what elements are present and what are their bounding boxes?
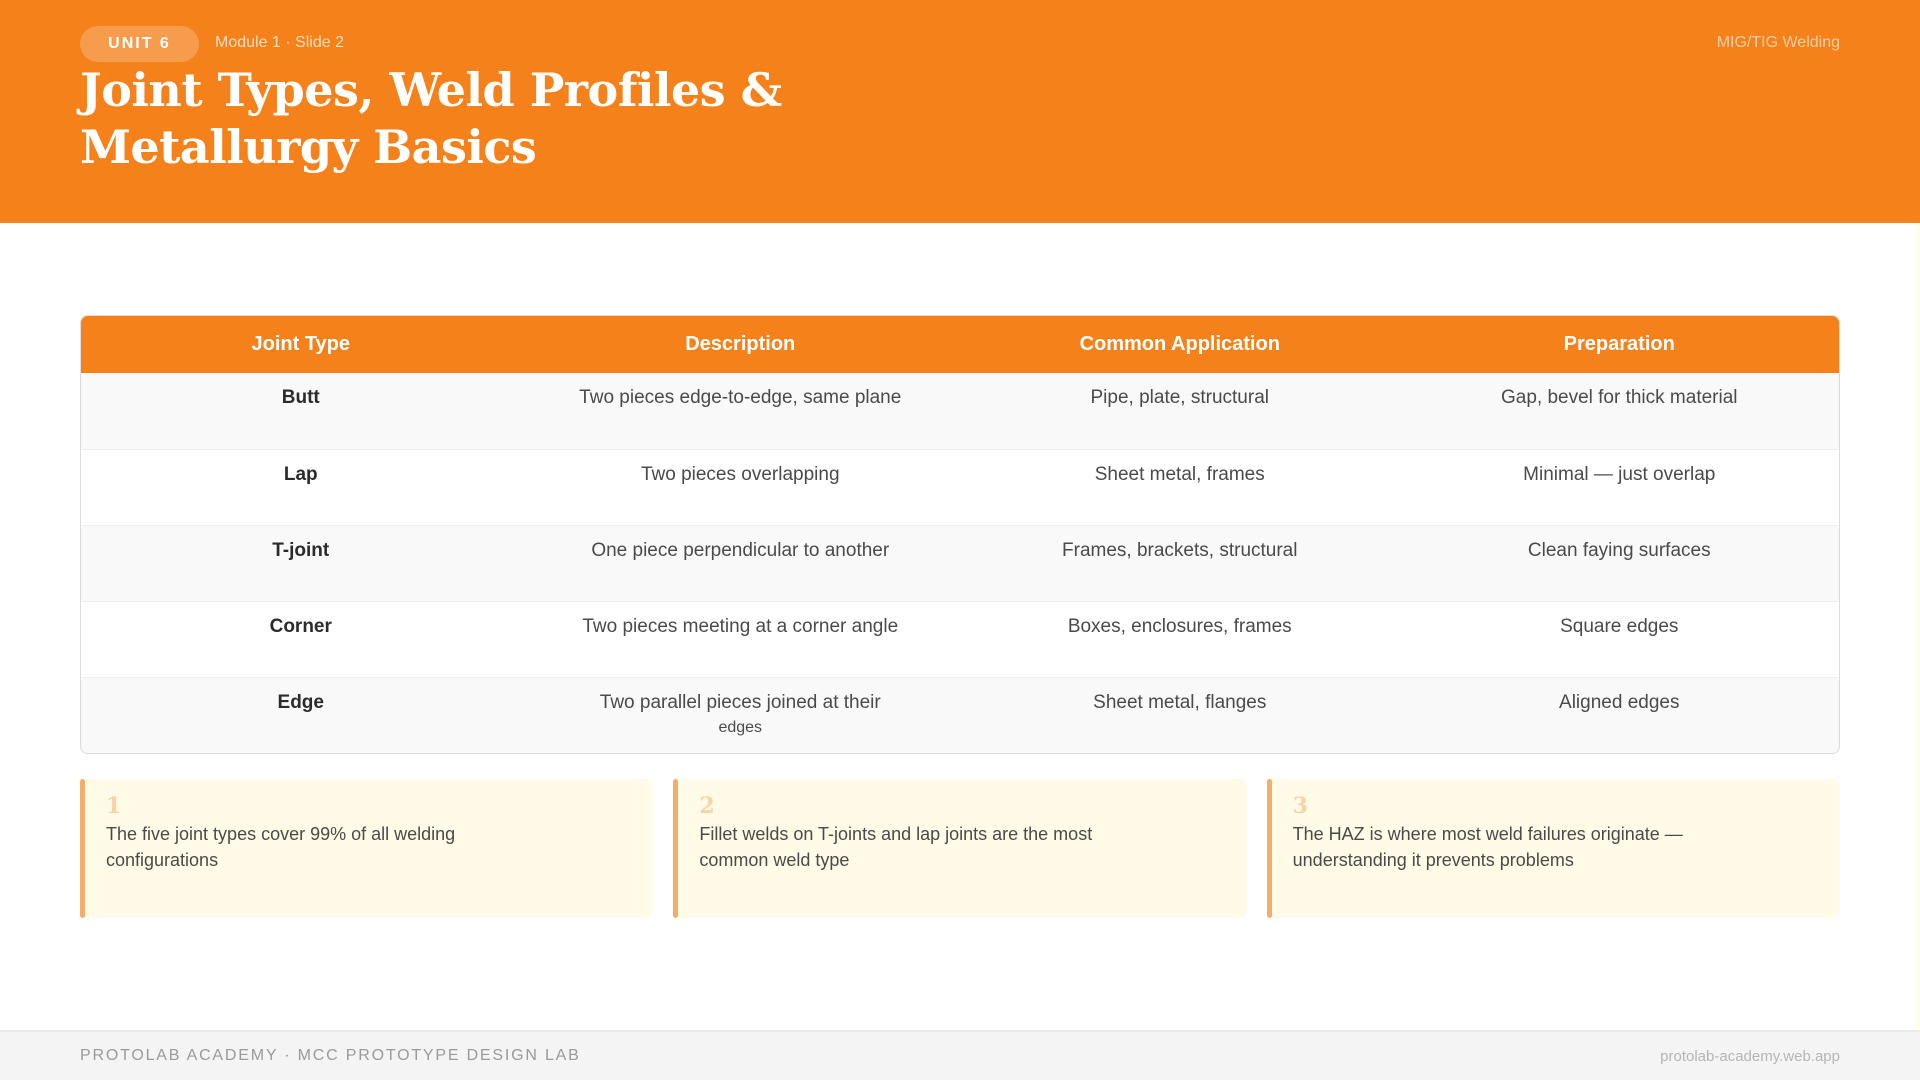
footer-organization: PROTOLAB ACADEMY · MCC PROTOTYPE DESIGN LAB (80, 1047, 581, 1064)
callout-number: 1 (106, 793, 122, 819)
callout-card-2 (673, 779, 1246, 918)
column-header-description: Description (521, 316, 961, 373)
cell-joint-type: Corner (81, 601, 521, 677)
accent-bar (80, 779, 85, 918)
cell-application: Sheet metal, frames (960, 449, 1400, 525)
cell-description (521, 677, 961, 753)
callout-number: 3 (1292, 793, 1308, 819)
column-header-joint-type: Joint Type (81, 316, 521, 373)
callout-text: The five joint types cover 99% of all welding configurations (106, 824, 456, 870)
table-row (81, 677, 1839, 753)
table-row (81, 449, 1839, 525)
callout-text: Fillet welds on T-joints and lap joints are the most common weld type (699, 824, 1093, 870)
column-header-common-application: Common Application (960, 316, 1400, 373)
description-line-2: edges (718, 718, 763, 736)
cell-preparation: Gap, bevel for thick material (1500, 387, 1738, 408)
accent-bar (673, 779, 678, 918)
cell-preparation: Minimal — just overlap (1400, 449, 1840, 525)
title-line-1: Joint Types, Weld Profiles & (80, 63, 782, 117)
joint-types-table (80, 315, 1840, 754)
page-title (80, 62, 980, 176)
slide-footer (0, 1030, 1920, 1080)
cell-joint-type: Butt (281, 387, 320, 408)
cell-joint-type: T-joint (81, 525, 521, 601)
callout-card-1 (80, 779, 653, 918)
cell-description: One piece perpendicular to another (521, 525, 961, 601)
title-line-2: Metallurgy Basics (80, 120, 537, 174)
callout-number: 2 (699, 793, 715, 819)
course-label: MIG/TIG Welding (1716, 34, 1840, 51)
callout-card-3 (1267, 779, 1840, 918)
cell-application: Pipe, plate, structural (1090, 387, 1269, 408)
cell-preparation: Square edges (1400, 601, 1840, 677)
cell-preparation: Clean faying surfaces (1400, 525, 1840, 601)
cell-application: Frames, brackets, structural (960, 525, 1400, 601)
cell-application: Sheet metal, flanges (960, 677, 1400, 753)
cell-joint-type: Lap (81, 449, 521, 525)
column-header-preparation: Preparation (1400, 316, 1840, 373)
description-line-1: Two parallel pieces joined at their (599, 691, 881, 713)
key-takeaways (80, 779, 1840, 918)
table-row (81, 601, 1839, 677)
cell-description: Two pieces edge-to-edge, same plane (579, 387, 902, 408)
footer-url: protolab-academy.web.app (1660, 1048, 1840, 1065)
right-edge-strip (1912, 223, 1920, 1030)
cell-application: Boxes, enclosures, frames (960, 601, 1400, 677)
cell-description: Two pieces overlapping (521, 449, 961, 525)
unit-badge: UNIT 6 (80, 26, 199, 62)
cell-description: Two pieces meeting at a corner angle (521, 601, 961, 677)
table-row (81, 525, 1839, 601)
module-slide-label: Module 1 · Slide 2 (215, 34, 344, 51)
table-row (81, 373, 1839, 449)
cell-joint-type: Edge (81, 677, 521, 753)
callout-text: The HAZ is where most weld failures originate — understanding it prevents problems (1292, 824, 1683, 870)
table-header-row (81, 316, 1839, 373)
accent-bar (1267, 779, 1272, 918)
cell-preparation: Aligned edges (1400, 677, 1840, 753)
slide-header (0, 0, 1920, 223)
